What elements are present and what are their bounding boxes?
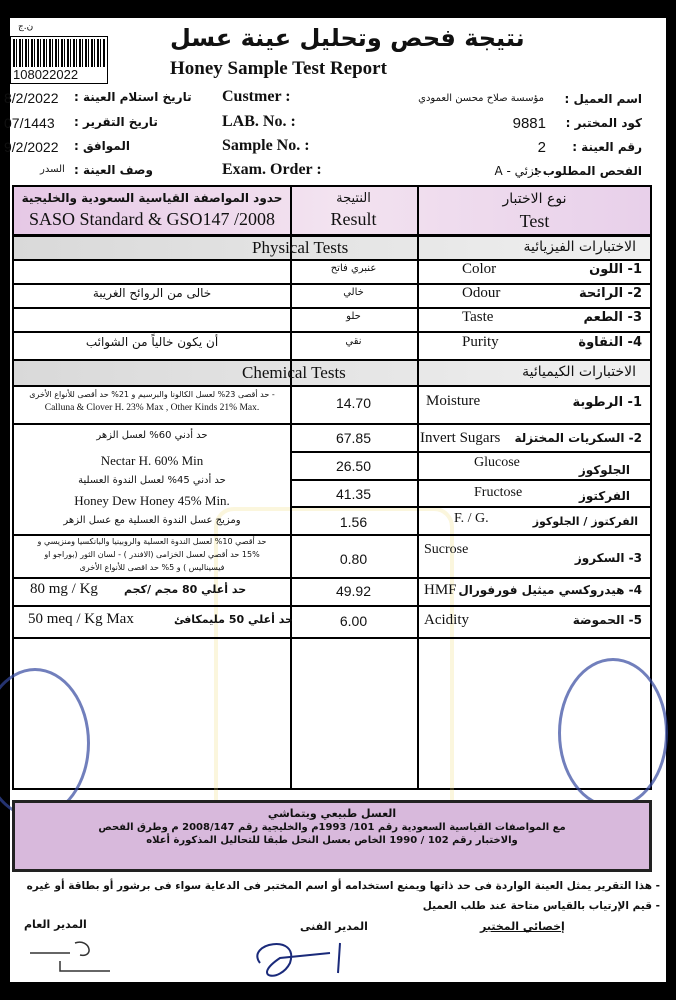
test-en: Fructose: [474, 485, 523, 500]
result: حلو: [346, 311, 361, 322]
test-en: HMF: [424, 582, 457, 598]
test-en: Odour: [462, 285, 501, 301]
results-table: [12, 185, 652, 790]
note-1: - هذا التقرير يمثل العينة الواردة فى حد ذاتها ويمنع استخدامه أو اسم المختبر فى الدعاية سواء فى برشور أو بطاقة أو غيره: [26, 880, 660, 892]
result: 41.35: [335, 486, 372, 502]
corresponding-date-label: الموافق :: [74, 139, 130, 153]
exam-order-label: Exam. Order :: [222, 161, 322, 178]
right-stamp: [558, 658, 668, 808]
std-line: حد أقصي 10% لعسل الندوة العسلية والروبينيا والبانكسيا ومنزيسي و: [37, 537, 267, 546]
test-ar: 3- الطعم: [583, 310, 642, 325]
technical-signature-scribble: [240, 933, 360, 983]
test-en: Color: [462, 261, 497, 277]
test-ar: 4- النقاوة: [578, 335, 642, 350]
test-ar: 1- اللون: [589, 262, 642, 277]
test-ar: الجلوكوز: [578, 463, 630, 477]
physical-tests-title-ar: الاختبارات الفيزيائية: [523, 239, 636, 255]
standard-en: Calluna & Clover H. 23% Max , Other Kinds 21% Max.: [44, 403, 260, 413]
title-english: Honey Sample Test Report: [170, 58, 387, 79]
std-line: 15% حد أقصي لعسل الخزامى (الافندر ) - لسان الثور (بوراجو او: [44, 550, 260, 559]
result: 49.92: [335, 583, 372, 599]
lab-code: 9881: [512, 115, 546, 132]
report-page: [4, 18, 666, 982]
test-en: F. / G.: [454, 511, 489, 526]
result: 6.00: [339, 613, 368, 629]
corner-code: ن.ج: [18, 22, 34, 32]
sample-number: 2: [537, 139, 546, 156]
conclusion-box: [12, 800, 652, 872]
sample-description: السدر: [40, 164, 65, 175]
standard-en: 50 meq / Kg Max: [28, 611, 134, 627]
report-date-label: تاريخ التقرير :: [74, 115, 158, 129]
test-en: Purity: [462, 334, 499, 350]
sample-number-label: رقم العينة :: [572, 140, 642, 154]
header-test-en: Test: [519, 211, 550, 231]
signature-technical-manager: المدير الفنى: [300, 920, 368, 933]
standard-ar: حد أعلي 80 مجم /كجم: [124, 583, 247, 596]
test-ar: 1- الرطوبة: [572, 395, 642, 410]
test-en: Acidity: [424, 612, 469, 628]
client-name-label: اسم العميل :: [564, 92, 642, 106]
std-line: ومزيج عسل الندوة العسلية مع عسل الزهر: [63, 515, 241, 526]
conclusion-line1: مع المواصفات القياسية السعودية رقم 101/ 1993م والخليجية رقم 2008/147 م وطرق الفحص: [98, 822, 566, 833]
lab-no-label: LAB. No. :: [222, 113, 296, 130]
barcode-number: 108022022: [13, 67, 79, 82]
standard-ar: - حد أقصى 23% لعسل الكالونا والبرسيم و 21% حد أقصى للأنواع الأخرى: [29, 390, 275, 399]
receipt-date: 8/2/2022: [4, 90, 59, 106]
corresponding-date: 9/2/2022: [4, 139, 59, 155]
physical-tests-title: Physical Tests: [252, 238, 349, 257]
standard-ar: حد أعلي 50 مليمكافئ: [174, 613, 293, 626]
result: 26.50: [335, 458, 372, 474]
chemical-tests-title: Chemical Tests: [242, 363, 346, 382]
header-std-ar: حدود المواصفة القياسية السعودية والخليجية: [21, 191, 283, 205]
test-ar: 4- هيدروكسي ميثيل فورفورال: [458, 583, 642, 597]
std-line: Nectar H. 60% Min: [100, 453, 204, 468]
barcode: [10, 36, 108, 84]
general-signature-scribble: [20, 933, 110, 973]
test-en: Invert Sugars: [420, 430, 501, 446]
header-test-ar: نوع الاختبار: [502, 191, 567, 207]
note-2: - قيم الإرتياب بالقياس متاحة عند طلب العميل: [422, 900, 660, 912]
chemical-tests-title-ar: الاختبارات الكيميائية: [522, 364, 636, 380]
test-en: Moisture: [426, 393, 481, 409]
test-ar: 2- الرائحة: [579, 286, 642, 301]
test-ar: الفركتوز / الجلوكوز: [532, 515, 638, 528]
result: خالي: [343, 287, 364, 298]
result: عنبري فاتح: [330, 263, 377, 274]
report-date: 07/1443: [4, 115, 55, 131]
sample-description-label: وصف العينة :: [74, 163, 153, 177]
std-line: حد أدني 60% لعسل الزهر: [96, 430, 208, 441]
standard-en: 80 mg / Kg: [30, 581, 98, 597]
test-ar: 2- السكريات المختزلة: [514, 431, 642, 445]
exam-order-label-ar: الفحص المطلوب :: [533, 164, 642, 178]
result: 0.80: [339, 551, 368, 567]
signature-general-manager: المدير العام: [24, 918, 87, 931]
test-ar: 5- الحموضة: [572, 613, 642, 627]
header-result-en: Result: [330, 209, 377, 229]
conclusion-line2: والاختبار رقم 102 / 1990 الخاص بعسل النحل طبقا للتحاليل المذكورة أعلاه: [146, 835, 518, 846]
test-en: Sucrose: [424, 542, 469, 557]
lab-code-label: كود المختبر :: [565, 116, 642, 130]
test-en: Glucose: [474, 455, 520, 470]
test-en: Taste: [462, 309, 494, 325]
header-std-en: SASO Standard & GSO147 /2008: [28, 209, 275, 229]
standard: أن يكون خالياً من الشوائب: [85, 335, 219, 349]
std-line: حد أدني 45% لعسل الندوة العسلية: [78, 475, 226, 486]
customer-label: Custmer :: [222, 88, 291, 105]
signature-lab-specialist: إخصائي المختبر: [480, 920, 565, 933]
std-line: فيسيناليس ) و 5% حد اقصى للأنواع الأخرى: [79, 563, 225, 572]
exam-order: جزئي - A: [494, 164, 542, 178]
result: نقي: [345, 336, 362, 347]
receipt-date-label: تاريخ استلام العينة :: [74, 90, 192, 104]
result: 14.70: [335, 395, 372, 411]
client-name: مؤسسة صلاح محسن العمودي: [418, 93, 544, 104]
std-line: Honey Dew Honey 45% Min.: [74, 493, 230, 508]
title-arabic: نتيجة فحص وتحليل عينة عسل: [170, 24, 525, 52]
standard: خالى من الروائح الغريبة: [92, 286, 212, 300]
header-result-ar: النتيجة: [336, 191, 371, 206]
result: 1.56: [339, 514, 368, 530]
test-ar: 3- السكروز: [574, 551, 642, 565]
sample-no-label: Sample No. :: [222, 137, 310, 154]
conclusion-title: العسل طبيعي ويتماشي: [267, 807, 397, 820]
test-ar: الفركتوز: [578, 489, 630, 503]
result: 67.85: [335, 430, 372, 446]
